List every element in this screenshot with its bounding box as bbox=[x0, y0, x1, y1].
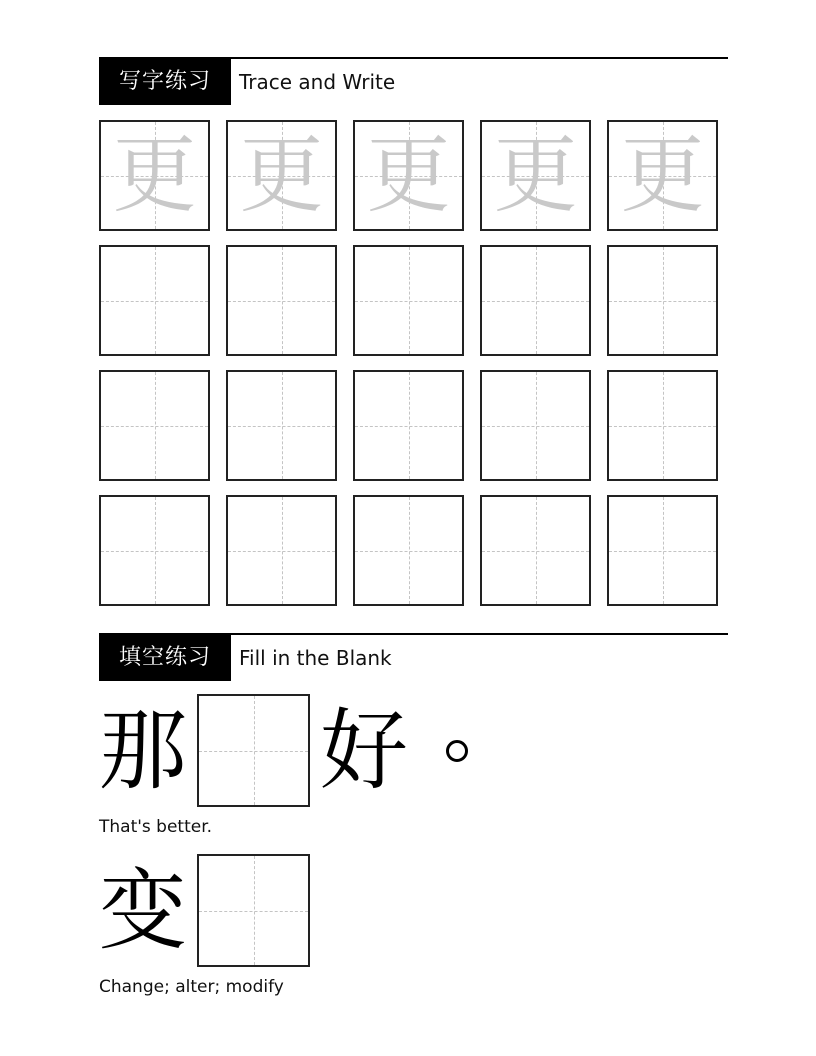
write-cell[interactable] bbox=[607, 245, 718, 356]
trace-cell[interactable] bbox=[353, 120, 464, 231]
trace-cell[interactable] bbox=[480, 120, 591, 231]
write-row bbox=[99, 495, 728, 606]
translation-1: That's better. bbox=[99, 817, 213, 837]
write-cell[interactable] bbox=[353, 245, 464, 356]
blank-answer-box[interactable] bbox=[197, 854, 310, 967]
write-cell[interactable] bbox=[353, 370, 464, 481]
sentence-char-before: 变 bbox=[99, 858, 188, 962]
trace-character: 更 bbox=[620, 126, 705, 224]
trace-character: 更 bbox=[366, 126, 451, 224]
write-cell[interactable] bbox=[99, 370, 210, 481]
section-subtitle-fill: Fill in the Blank bbox=[239, 646, 392, 670]
write-cell[interactable] bbox=[99, 245, 210, 356]
section-subtitle-trace: Trace and Write bbox=[239, 70, 396, 94]
fill-blank-sentence-2 bbox=[99, 854, 320, 967]
trace-row bbox=[99, 120, 728, 231]
translation-2: Change; alter; modify bbox=[99, 977, 284, 997]
write-cell[interactable] bbox=[226, 245, 337, 356]
trace-character: 更 bbox=[112, 126, 197, 224]
sentence-char-before: 那 bbox=[99, 698, 188, 802]
section-label-fill: 填空练习 bbox=[99, 635, 231, 681]
write-row bbox=[99, 370, 728, 481]
trace-cell[interactable] bbox=[99, 120, 210, 231]
trace-cell[interactable] bbox=[226, 120, 337, 231]
trace-character: 更 bbox=[493, 126, 578, 224]
write-cell[interactable] bbox=[480, 495, 591, 606]
section-label-trace: 写字练习 bbox=[99, 59, 231, 105]
write-cell[interactable] bbox=[353, 495, 464, 606]
sentence-char-after: 好 bbox=[320, 698, 409, 802]
trace-character: 更 bbox=[239, 126, 324, 224]
blank-answer-box[interactable] bbox=[197, 694, 310, 807]
period-punctuation bbox=[446, 740, 468, 762]
write-cell[interactable] bbox=[480, 245, 591, 356]
trace-cell[interactable] bbox=[607, 120, 718, 231]
write-cell[interactable] bbox=[226, 370, 337, 481]
writing-practice-grid bbox=[99, 120, 728, 620]
write-cell[interactable] bbox=[480, 370, 591, 481]
fill-blank-sentence-1 bbox=[99, 694, 468, 807]
write-cell[interactable] bbox=[226, 495, 337, 606]
trace-section-header bbox=[99, 57, 728, 105]
fill-section-header bbox=[99, 633, 728, 681]
write-cell[interactable] bbox=[607, 370, 718, 481]
write-cell[interactable] bbox=[99, 495, 210, 606]
write-row bbox=[99, 245, 728, 356]
write-cell[interactable] bbox=[607, 495, 718, 606]
